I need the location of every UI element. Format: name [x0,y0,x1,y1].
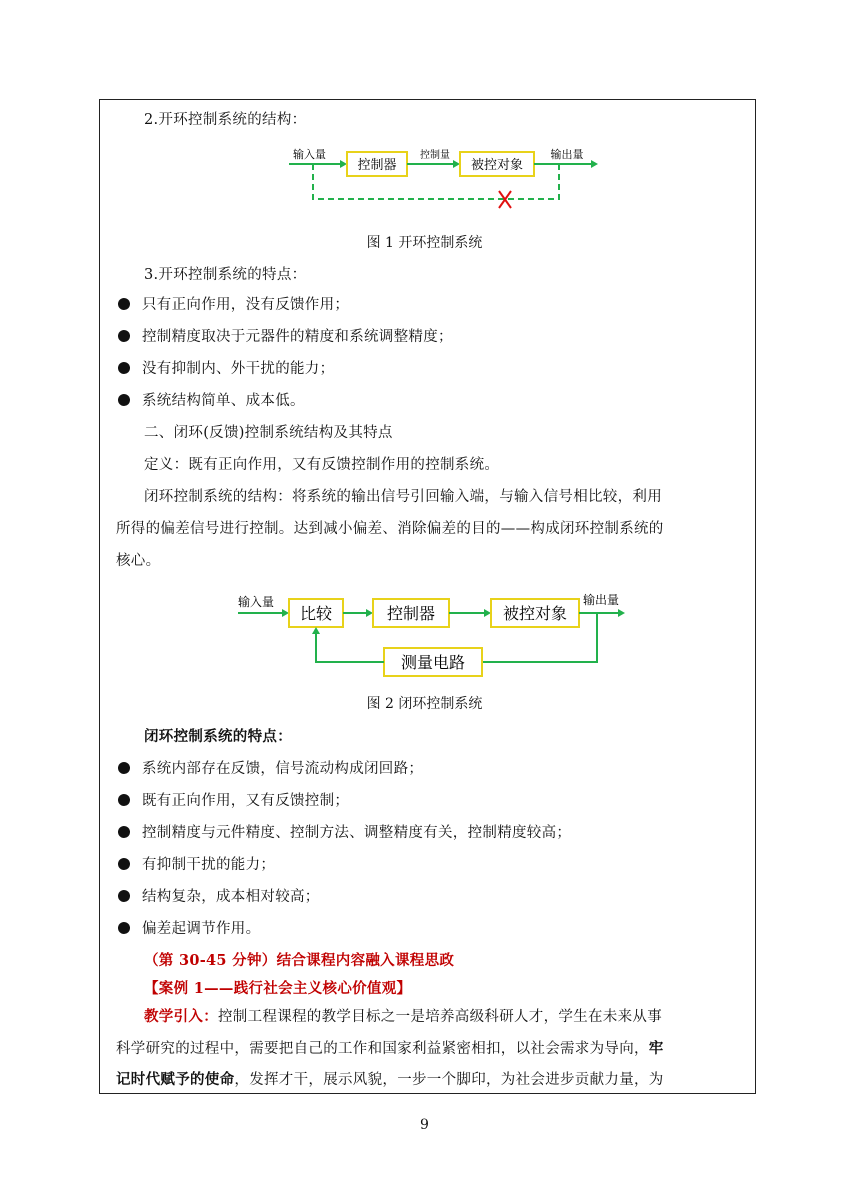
closed-feature-3: 控制精度与元件精度、控制方法、调整精度有关，控制精度较高； [118,823,738,843]
closed-feature-1: 系统内部存在反馈，信号流动构成闭回路； [118,759,738,779]
section3-title: 3.开环控制系统的特点： [144,267,307,283]
case-title: 【案例 1——践行社会主义核心价值观】 [144,980,412,997]
bullet-icon [118,858,130,870]
fig2-input-label: 输入量 [238,595,275,609]
intro-line-1: 教学引入：控制工程课程的教学目标之一是培养高级科研人才，学生在未来从事 [144,1008,662,1025]
closed-feature-4: 有抑制干扰的能力； [118,855,738,875]
closed-loop-diagram [234,588,626,680]
open-loop-diagram [285,146,605,216]
closed-feature-2: 既有正向作用，又有反馈控制； [118,791,738,811]
open-feature-2: 控制精度取决于元器件的精度和系统调整精度； [118,327,738,347]
bullet-icon [118,362,130,374]
bullet-icon [118,330,130,342]
fig1-controller-text: 控制器 [357,157,397,172]
structure-line-2: 所得的偏差信号进行控制。达到减小偏差、消除偏差的目的——构成闭环控制系统的 [116,521,664,537]
structure-line-1: 闭环控制系统的结构：将系统的输出信号引回输入端，与输入信号相比较，利用 [144,489,662,505]
open-feature-1: 只有正向作用，没有反馈作用； [118,295,738,315]
bullet-icon [118,890,130,902]
definition: 定义：既有正向作用，又有反馈控制作用的控制系统。 [144,457,500,473]
closed-feature-6: 偏差起调节作用。 [118,919,738,939]
fig2-compare-text: 比较 [299,606,333,623]
fig2-caption: 图 2 闭环控制系统 [366,696,483,712]
fig2-controller-text: 控制器 [386,606,436,623]
time-note: （第 30-45 分钟）结合课程内容融入课程思政 [144,952,455,969]
bullet-icon [118,826,130,838]
fig1-input-label: 输入量 [293,149,326,161]
closed-features-title: 闭环控制系统的特点： [144,728,292,745]
structure-line-3: 核心。 [116,553,161,569]
intro-line-2: 科学研究的过程中，需要把自己的工作和国家利益紧密相扣，以社会需求为导向，牢 [116,1040,664,1057]
page-number: 9 [420,1117,429,1133]
bullet-icon [118,794,130,806]
fig1-output-label: 输出量 [550,149,584,161]
fig2-plant-text: 被控对象 [502,606,568,623]
bullet-icon [118,298,130,310]
open-feature-3: 没有抑制内、外干扰的能力； [118,359,738,379]
section2-title: 2.开环控制系统的结构： [144,112,307,128]
closed-feature-5: 结构复杂，成本相对较高； [118,887,738,907]
fig2-output-label: 输出量 [582,593,620,607]
bullet-icon [118,762,130,774]
intro-line-3: 记时代赋予的使命，发挥才干，展示风貌，一步一个脚印，为社会进步贡献力量，为 [116,1071,664,1088]
bullet-icon [118,394,130,406]
intro-label: 教学引入： [144,1008,218,1025]
bullet-icon [118,922,130,934]
fig1-plant-text: 被控对象 [470,157,524,172]
fig2-measure-text: 测量电路 [400,655,466,672]
part2-title: 二、闭环(反馈)控制系统结构及其特点 [144,425,393,441]
fig1-caption: 图 1 开环控制系统 [366,235,483,251]
fig1-control-qty-label: 控制量 [420,150,450,161]
open-feature-4: 系统结构简单、成本低。 [118,391,738,411]
